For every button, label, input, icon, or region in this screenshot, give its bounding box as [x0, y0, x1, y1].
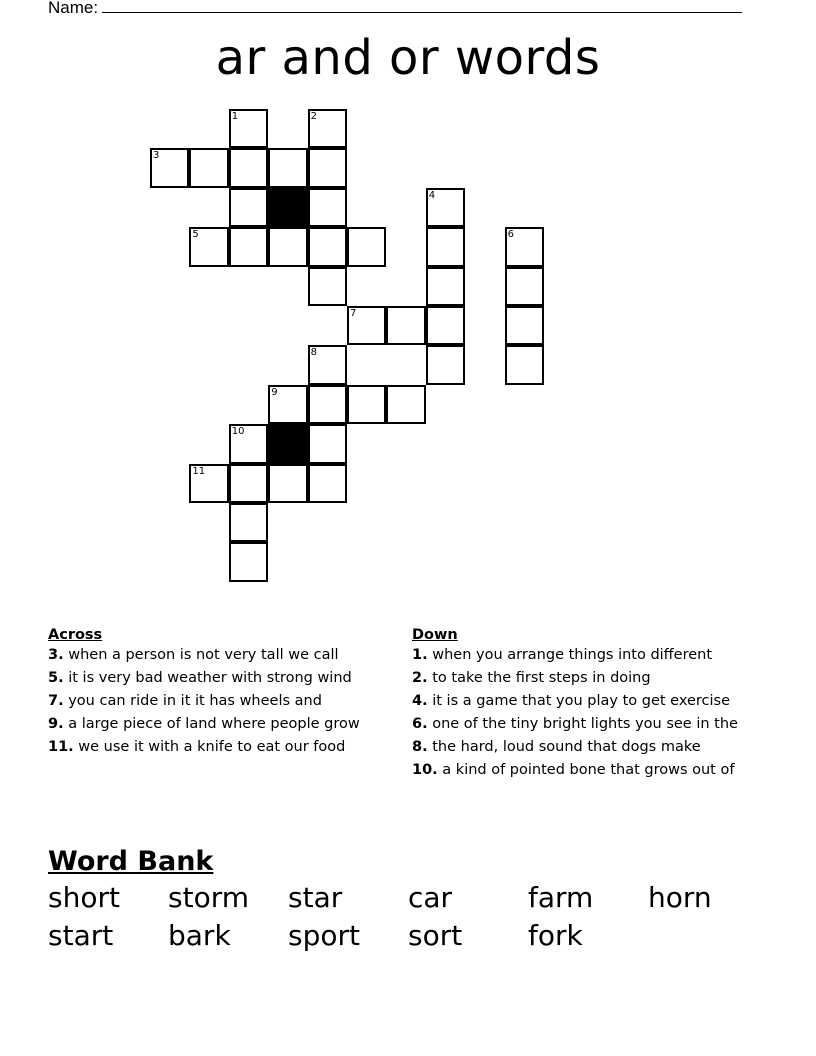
crossword-cell[interactable]: [150, 148, 189, 187]
crossword-cell[interactable]: [189, 148, 228, 187]
across-clues: [48, 628, 393, 763]
crossword-cell[interactable]: [229, 464, 268, 503]
crossword-cell[interactable]: [308, 227, 347, 266]
clue-across-11: 11. we use it with a knife to eat our food: [48, 739, 346, 755]
crossword-cell[interactable]: [308, 148, 347, 187]
crossword-cell[interactable]: [268, 385, 307, 424]
word-bank-word: sport: [288, 919, 360, 952]
word-bank-word: fork: [528, 919, 583, 952]
clue-number: 3: [153, 150, 160, 162]
across-heading: Across: [48, 627, 103, 643]
word-bank-word: sort: [408, 919, 463, 952]
crossword-cell[interactable]: [308, 345, 347, 384]
clue-number: 5: [192, 229, 199, 241]
word-bank-word: bark: [168, 919, 231, 952]
crossword-cell[interactable]: [189, 464, 228, 503]
word-bank-word: short: [48, 881, 120, 914]
crossword-black-cell: [268, 188, 307, 227]
crossword-cell[interactable]: [308, 464, 347, 503]
crossword-cell[interactable]: [505, 306, 544, 345]
crossword-cell[interactable]: [505, 227, 544, 266]
clue-number: 1: [231, 111, 239, 122]
crossword-cell[interactable]: [229, 188, 268, 227]
clue-down-4: 4. it is a game that you play to get exercise: [412, 693, 731, 709]
crossword-cell[interactable]: [386, 385, 425, 424]
crossword-cell[interactable]: [505, 345, 544, 384]
crossword-cell[interactable]: [229, 148, 268, 187]
clue-across-7: 7. you can ride in it it has wheels and: [48, 693, 322, 709]
crossword-cell[interactable]: [347, 227, 386, 266]
clue-down-8: 8. the hard, loud sound that dogs make: [412, 739, 701, 755]
clue-number: 2: [310, 111, 317, 122]
word-bank-word: farm: [528, 881, 594, 914]
crossword-cell[interactable]: [229, 227, 268, 266]
word-bank-word: star: [288, 881, 343, 914]
clue-number: 10: [231, 426, 245, 438]
word-bank-row: [48, 917, 768, 955]
crossword-cell[interactable]: [229, 424, 268, 463]
page-title: ar and or words: [215, 30, 601, 86]
crossword-cell[interactable]: [308, 424, 347, 463]
word-bank-word: car: [408, 881, 453, 914]
word-bank: [48, 846, 768, 955]
crossword-cell[interactable]: [308, 267, 347, 306]
clue-number: 6: [507, 229, 514, 241]
crossword-cell[interactable]: [268, 227, 307, 266]
crossword-cell[interactable]: [505, 267, 544, 306]
clue-across-5: 5. it is very bad weather with strong wind: [48, 670, 352, 686]
crossword-cell[interactable]: [426, 188, 465, 227]
clue-number: 7: [350, 308, 357, 319]
crossword-cell[interactable]: [308, 188, 347, 227]
crossword-cell[interactable]: [229, 109, 268, 148]
clue-across-9: 9. a large piece of land where people grow: [48, 716, 360, 732]
clue-number: 9: [271, 386, 278, 398]
down-clues: [412, 628, 757, 786]
crossword-cell[interactable]: [308, 385, 347, 424]
crossword-cell[interactable]: [308, 109, 347, 148]
word-bank-word: start: [48, 919, 114, 952]
clue-across-3: 3. when a person is not very tall we call: [48, 647, 339, 663]
clue-down-10: 10. a kind of pointed bone that grows out of: [412, 762, 735, 778]
crossword-cell[interactable]: [426, 267, 465, 306]
word-bank-word: storm: [168, 881, 249, 914]
crossword-cell[interactable]: [268, 148, 307, 187]
crossword-cell[interactable]: [426, 306, 465, 345]
crossword-cell[interactable]: [229, 503, 268, 542]
word-bank-row: [48, 879, 768, 917]
clue-number: 4: [428, 189, 436, 201]
crossword-cell[interactable]: [347, 306, 386, 345]
crossword-cell[interactable]: [268, 464, 307, 503]
crossword-cell[interactable]: [347, 385, 386, 424]
crossword-cell[interactable]: [189, 227, 228, 266]
crossword-cell[interactable]: [386, 306, 425, 345]
word-bank-heading: Word Bank: [48, 846, 214, 877]
clue-down-1: 1. when you arrange things into different: [412, 647, 713, 663]
word-bank-word: horn: [648, 881, 712, 914]
name-label: Name:: [48, 0, 99, 17]
crossword-cell[interactable]: [426, 227, 465, 266]
crossword-cell[interactable]: [426, 345, 465, 384]
clue-down-2: 2. to take the first steps in doing: [412, 670, 651, 686]
down-heading: Down: [412, 627, 458, 643]
crossword-black-cell: [268, 424, 307, 463]
clue-number: 8: [310, 347, 317, 359]
clue-number: 11: [192, 465, 206, 477]
clue-down-6: 6. one of the tiny bright lights you see in the: [412, 716, 738, 732]
crossword-cell[interactable]: [229, 542, 268, 581]
